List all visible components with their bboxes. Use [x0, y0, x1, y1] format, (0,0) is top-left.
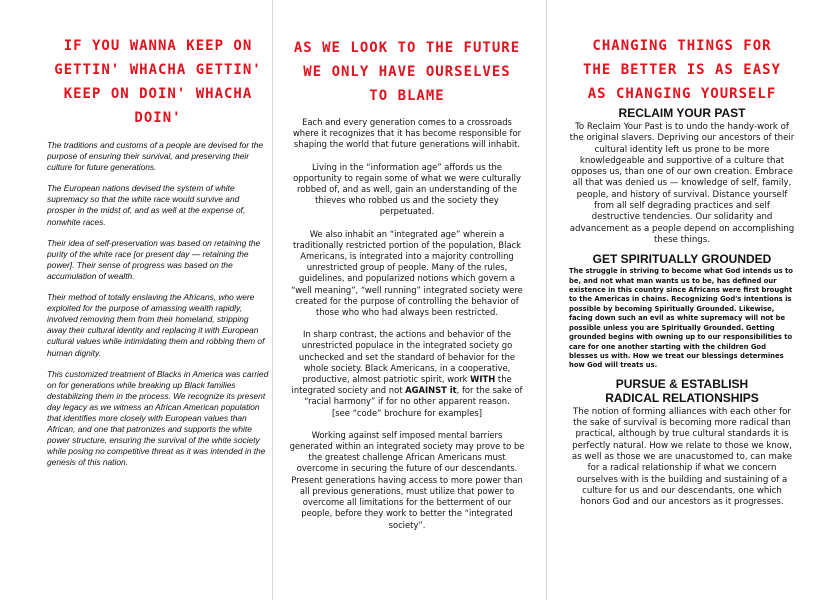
section-title-relationships [569, 377, 795, 405]
heading-line: THE BETTER IS AS EASY [582, 62, 781, 78]
panel-right-heading [569, 34, 795, 106]
emphasis-with: WITH [470, 374, 496, 385]
section-title-reclaim: RECLAIM YOUR PAST [618, 106, 746, 120]
body-paragraph: The traditions and customs of a people are devised for the purpose of ensuring their survival, and preserving their culture for future generations. [47, 140, 264, 173]
heading-line: GETTIN' WHACHA GETTIN' [54, 62, 262, 78]
section-body-relationships: The notion of forming alliances with each other for the sake of survival is becoming more radical than practical, although by true cultural standards it is perfectly natural. How we relate to those we know, as well as those we are unacustomed to, can make for a radical relationship if what we concern ourselves with is the building and sustaining of a culture for us and our descendants, one which honors God and our ancestors as it progresses. [571, 406, 793, 508]
heading-line: IF YOU WANNA KEEP ON [63, 38, 253, 54]
panel-fold-left [272, 0, 273, 600]
emphasis-against: AGAINST it [405, 385, 457, 396]
panel-left-heading [47, 34, 269, 130]
body-paragraph: The European nations devised the system of white supremacy so that the white race would survive and prosper in the midst of, and as well at the expense of, nonwhite races. [47, 183, 246, 227]
text-run: In sharp contrast, the actions and behavior of the unrestricted populace in the integrated society go unchecked and set the standard of behavior for the whole society. Black Americans, in a cooperative, productive, almost patriotic spirit, work [298, 329, 516, 385]
section-body-spiritual: The struggle in striving to become what God intends us to be, and not what man wants us to be, has defined our existence in this country since Africans were first brought to the Americas in chains. Recognizing God's intentions is possible by becoming Spiritually Grounded. Likewise, facing down such an evil as white supremacy will not be possible unless you are Spiritually Grounded. Getting grounded begins with owning up to our responsibilities to care for one another starting with the children God blesses us with. How we treat our blessings determines how God will treats us. [569, 267, 793, 370]
panel-left [47, 0, 269, 600]
panel-fold-right [546, 0, 547, 600]
heading-line: AS WE LOOK TO THE FUTURE [293, 40, 521, 56]
section-title-spiritual: GET SPIRITUALLY GROUNDED [592, 252, 772, 267]
body-paragraph: Working against self imposed mental barriers generated within an integrated society may prove to be the greatest challenge African Americans must overcome in securing the future of our descendants. Present generations having access to more power than all previous generations, must utilize that power to overcome all limitations for the betterment of our people, before they work to better the “integrated society”. [289, 429, 525, 530]
panel-right [569, 0, 795, 600]
heading-line: CHANGING THINGS FOR [592, 38, 772, 54]
heading-line: AS CHANGING YOURSELF [587, 86, 777, 102]
body-paragraph: Their method of totally enslaving the Africans, who were exploited for the purpose of amassing wealth rapidly, involved removing them from their homeland, stripping away their cultural identity and replacing it with European cultural values while intimidating them and robbing them of human dignity. [47, 292, 265, 358]
section-body-reclaim: To Reclaim Your Past is to undo the handy-work of the original slavers. Depriving our ancestors of their cultural identity left us prone to be more knowledgeable and supportive of a culture that opposes us, than one of our own creation. Embrace all that was denied us — knowledge of self, family, people, and history of survival. Distance yourself from all self degrading practices and self destructive tendencies. Our solidarity and advancement as a people depend on accomplishing these things. [569, 122, 795, 245]
body-paragraph: Their idea of self-preservation was based on retaining the purity of the white race [or present day — retaining the power]. Their sense of progress was based on the accumulation of wealth. [47, 237, 261, 281]
heading-line: TO BLAME [369, 88, 445, 104]
title-line: RADICAL RELATIONSHIPS [605, 390, 759, 405]
body-paragraph: We also inhabit an “integrated age” wherein a traditionally restricted portion of the population, Black Americans, is integrated into a majority controlling unrestricted group of people. Many of the rules, guidelines, and popularized notions which govern a “well meaning”, “well running” integrated society were created for the purpose of controlling the behavior of those who who had always been restricted. [291, 228, 523, 318]
body-paragraph: Each and every generation comes to a crossroads where it recognizes that it has become responsible for shaping the world that future generations will inhabit. [292, 117, 522, 150]
heading-line: KEEP ON DOIN' WHACHA [63, 86, 253, 102]
brochure-reference-note: [see “code” brochure for examples] [332, 407, 482, 418]
body-paragraph-contrast [289, 329, 525, 419]
body-paragraph: Living in the “information age” affords us the opportunity to regain some of what we were culturally robbed of, and as well, gain an understanding of the thieves who robbed us and the society they perpetuated. [293, 161, 521, 217]
heading-line: WE ONLY HAVE OURSELVES [303, 64, 511, 80]
panel-middle [289, 0, 525, 600]
text-run: the integrated society and not [291, 374, 512, 396]
heading-line: DOIN' [134, 110, 182, 126]
body-paragraph: This customized treatment of Blacks in America was carried on for generations while breaking up Black families destabilizing them in the process. We recognize its present day legacy as we witness an African American population that identifies more closely with European values than African, and one that patronizes and supports the white power structure, ensuring the survival of the white society while posing no competitive threat as it was intended in the genesis of this nation. [47, 368, 269, 468]
panel-middle-heading [289, 36, 525, 108]
text-run: , for the sake of “racial harmony” if for no other apparent reason. [304, 385, 523, 407]
title-line: PURSUE & ESTABLISH [615, 376, 749, 391]
